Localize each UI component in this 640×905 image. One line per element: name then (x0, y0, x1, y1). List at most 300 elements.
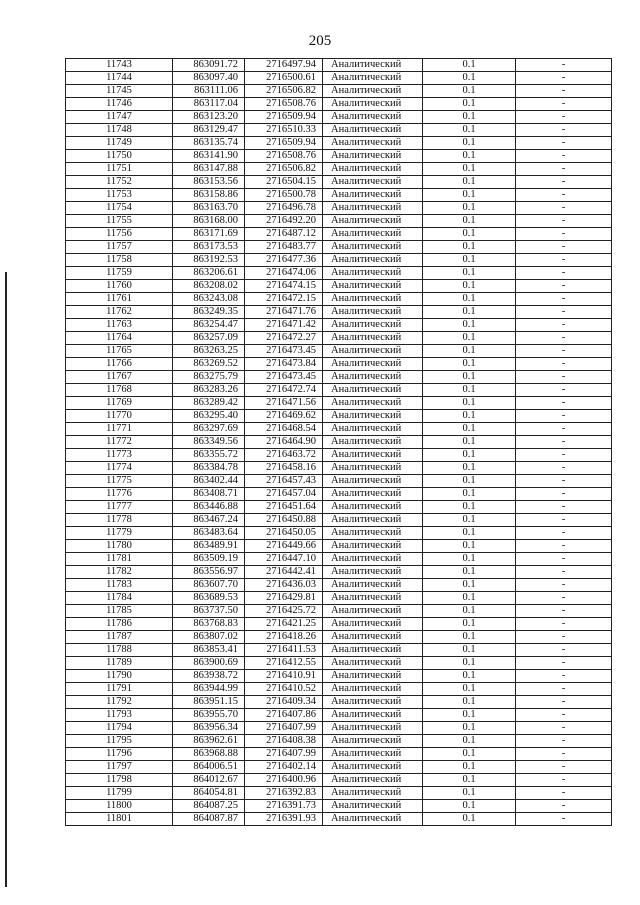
y-coordinate-cell: 2716450.88 (245, 514, 323, 527)
y-coordinate-cell: 2716474.15 (245, 280, 323, 293)
y-coordinate-cell: 2716391.73 (245, 800, 323, 813)
point-number-cell: 11764 (66, 332, 173, 345)
determination-method-cell: Аналитический (323, 553, 423, 566)
accuracy-cell: 0.1 (423, 332, 516, 345)
point-number-cell: 11788 (66, 644, 173, 657)
y-coordinate-cell: 2716504.15 (245, 176, 323, 189)
note-cell: - (516, 488, 612, 501)
y-coordinate-cell: 2716463.72 (245, 449, 323, 462)
note-cell: - (516, 696, 612, 709)
x-coordinate-cell: 863123.20 (173, 111, 245, 124)
table-row (66, 501, 612, 514)
determination-method-cell: Аналитический (323, 696, 423, 709)
x-coordinate-cell: 864006.51 (173, 761, 245, 774)
y-coordinate-cell: 2716509.94 (245, 111, 323, 124)
determination-method-cell: Аналитический (323, 436, 423, 449)
table-row (66, 709, 612, 722)
table-row (66, 605, 612, 618)
note-cell: - (516, 137, 612, 150)
y-coordinate-cell: 2716472.27 (245, 332, 323, 345)
table-row (66, 176, 612, 189)
x-coordinate-cell: 864012.67 (173, 774, 245, 787)
note-cell: - (516, 358, 612, 371)
note-cell: - (516, 644, 612, 657)
note-cell: - (516, 150, 612, 163)
determination-method-cell: Аналитический (323, 709, 423, 722)
determination-method-cell: Аналитический (323, 670, 423, 683)
determination-method-cell: Аналитический (323, 579, 423, 592)
x-coordinate-cell: 863467.24 (173, 514, 245, 527)
point-number-cell: 11749 (66, 137, 173, 150)
note-cell: - (516, 774, 612, 787)
determination-method-cell: Аналитический (323, 254, 423, 267)
accuracy-cell: 0.1 (423, 176, 516, 189)
accuracy-cell: 0.1 (423, 553, 516, 566)
note-cell: - (516, 228, 612, 241)
point-number-cell: 11778 (66, 514, 173, 527)
coordinates-table-body (66, 59, 612, 826)
accuracy-cell: 0.1 (423, 397, 516, 410)
note-cell: - (516, 423, 612, 436)
point-number-cell: 11752 (66, 176, 173, 189)
determination-method-cell: Аналитический (323, 215, 423, 228)
y-coordinate-cell: 2716447.10 (245, 553, 323, 566)
accuracy-cell: 0.1 (423, 293, 516, 306)
y-coordinate-cell: 2716402.14 (245, 761, 323, 774)
accuracy-cell: 0.1 (423, 384, 516, 397)
point-number-cell: 11787 (66, 631, 173, 644)
accuracy-cell: 0.1 (423, 722, 516, 735)
point-number-cell: 11753 (66, 189, 173, 202)
x-coordinate-cell: 863483.64 (173, 527, 245, 540)
y-coordinate-cell: 2716500.78 (245, 189, 323, 202)
note-cell: - (516, 631, 612, 644)
accuracy-cell: 0.1 (423, 605, 516, 618)
note-cell: - (516, 787, 612, 800)
determination-method-cell: Аналитический (323, 527, 423, 540)
determination-method-cell: Аналитический (323, 241, 423, 254)
x-coordinate-cell: 863275.79 (173, 371, 245, 384)
accuracy-cell: 0.1 (423, 501, 516, 514)
y-coordinate-cell: 2716449.66 (245, 540, 323, 553)
determination-method-cell: Аналитический (323, 514, 423, 527)
x-coordinate-cell: 863384.78 (173, 462, 245, 475)
table-row (66, 371, 612, 384)
accuracy-cell: 0.1 (423, 644, 516, 657)
x-coordinate-cell: 864087.25 (173, 800, 245, 813)
table-row (66, 293, 612, 306)
x-coordinate-cell: 864087.87 (173, 813, 245, 826)
y-coordinate-cell: 2716429.81 (245, 592, 323, 605)
determination-method-cell: Аналитический (323, 72, 423, 85)
y-coordinate-cell: 2716391.93 (245, 813, 323, 826)
table-row (66, 540, 612, 553)
table-row (66, 241, 612, 254)
note-cell: - (516, 280, 612, 293)
table-row (66, 319, 612, 332)
note-cell: - (516, 475, 612, 488)
point-number-cell: 11759 (66, 267, 173, 280)
point-number-cell: 11770 (66, 410, 173, 423)
accuracy-cell: 0.1 (423, 150, 516, 163)
y-coordinate-cell: 2716468.54 (245, 423, 323, 436)
y-coordinate-cell: 2716474.06 (245, 267, 323, 280)
y-coordinate-cell: 2716500.61 (245, 72, 323, 85)
accuracy-cell: 0.1 (423, 566, 516, 579)
table-row (66, 189, 612, 202)
x-coordinate-cell: 863141.90 (173, 150, 245, 163)
point-number-cell: 11744 (66, 72, 173, 85)
determination-method-cell: Аналитический (323, 735, 423, 748)
determination-method-cell: Аналитический (323, 98, 423, 111)
note-cell: - (516, 345, 612, 358)
note-cell: - (516, 514, 612, 527)
note-cell: - (516, 748, 612, 761)
table-row (66, 514, 612, 527)
y-coordinate-cell: 2716400.96 (245, 774, 323, 787)
point-number-cell: 11745 (66, 85, 173, 98)
x-coordinate-cell: 863153.56 (173, 176, 245, 189)
note-cell: - (516, 683, 612, 696)
point-number-cell: 11769 (66, 397, 173, 410)
table-row (66, 657, 612, 670)
determination-method-cell: Аналитический (323, 761, 423, 774)
y-coordinate-cell: 2716458.16 (245, 462, 323, 475)
y-coordinate-cell: 2716418.26 (245, 631, 323, 644)
point-number-cell: 11777 (66, 501, 173, 514)
note-cell: - (516, 657, 612, 670)
table-row (66, 462, 612, 475)
x-coordinate-cell: 863158.86 (173, 189, 245, 202)
accuracy-cell: 0.1 (423, 358, 516, 371)
table-row (66, 384, 612, 397)
accuracy-cell: 0.1 (423, 449, 516, 462)
table-row (66, 397, 612, 410)
x-coordinate-cell: 863208.02 (173, 280, 245, 293)
determination-method-cell: Аналитический (323, 813, 423, 826)
table-row (66, 345, 612, 358)
x-coordinate-cell: 863297.69 (173, 423, 245, 436)
table-row (66, 644, 612, 657)
x-coordinate-cell: 863951.15 (173, 696, 245, 709)
point-number-cell: 11746 (66, 98, 173, 111)
x-coordinate-cell: 863489.91 (173, 540, 245, 553)
x-coordinate-cell: 863269.52 (173, 358, 245, 371)
point-number-cell: 11758 (66, 254, 173, 267)
point-number-cell: 11783 (66, 579, 173, 592)
determination-method-cell: Аналитический (323, 722, 423, 735)
note-cell: - (516, 306, 612, 319)
determination-method-cell: Аналитический (323, 566, 423, 579)
x-coordinate-cell: 863192.53 (173, 254, 245, 267)
determination-method-cell: Аналитический (323, 800, 423, 813)
table-row (66, 449, 612, 462)
accuracy-cell: 0.1 (423, 189, 516, 202)
point-number-cell: 11776 (66, 488, 173, 501)
note-cell: - (516, 735, 612, 748)
x-coordinate-cell: 863768.83 (173, 618, 245, 631)
y-coordinate-cell: 2716410.91 (245, 670, 323, 683)
accuracy-cell: 0.1 (423, 254, 516, 267)
y-coordinate-cell: 2716442.41 (245, 566, 323, 579)
x-coordinate-cell: 863249.35 (173, 306, 245, 319)
accuracy-cell: 0.1 (423, 319, 516, 332)
note-cell: - (516, 254, 612, 267)
accuracy-cell: 0.1 (423, 514, 516, 527)
accuracy-cell: 0.1 (423, 618, 516, 631)
accuracy-cell: 0.1 (423, 488, 516, 501)
y-coordinate-cell: 2716450.05 (245, 527, 323, 540)
page-number: 205 (308, 33, 332, 49)
determination-method-cell: Аналитический (323, 189, 423, 202)
y-coordinate-cell: 2716506.82 (245, 163, 323, 176)
note-cell: - (516, 501, 612, 514)
point-number-cell: 11793 (66, 709, 173, 722)
note-cell: - (516, 449, 612, 462)
accuracy-cell: 0.1 (423, 202, 516, 215)
note-cell: - (516, 605, 612, 618)
x-coordinate-cell: 863254.47 (173, 319, 245, 332)
point-number-cell: 11792 (66, 696, 173, 709)
determination-method-cell: Аналитический (323, 748, 423, 761)
table-row (66, 735, 612, 748)
x-coordinate-cell: 863607.70 (173, 579, 245, 592)
accuracy-cell: 0.1 (423, 215, 516, 228)
y-coordinate-cell: 2716457.43 (245, 475, 323, 488)
note-cell: - (516, 670, 612, 683)
y-coordinate-cell: 2716409.34 (245, 696, 323, 709)
point-number-cell: 11743 (66, 59, 173, 72)
determination-method-cell: Аналитический (323, 475, 423, 488)
accuracy-cell: 0.1 (423, 163, 516, 176)
point-number-cell: 11781 (66, 553, 173, 566)
note-cell: - (516, 267, 612, 280)
determination-method-cell: Аналитический (323, 202, 423, 215)
table-row (66, 488, 612, 501)
point-number-cell: 11799 (66, 787, 173, 800)
determination-method-cell: Аналитический (323, 280, 423, 293)
note-cell: - (516, 462, 612, 475)
note-cell: - (516, 553, 612, 566)
point-number-cell: 11763 (66, 319, 173, 332)
note-cell: - (516, 592, 612, 605)
accuracy-cell: 0.1 (423, 462, 516, 475)
point-number-cell: 11794 (66, 722, 173, 735)
table-row (66, 475, 612, 488)
determination-method-cell: Аналитический (323, 449, 423, 462)
point-number-cell: 11762 (66, 306, 173, 319)
y-coordinate-cell: 2716473.45 (245, 345, 323, 358)
accuracy-cell: 0.1 (423, 371, 516, 384)
table-row (66, 332, 612, 345)
note-cell: - (516, 397, 612, 410)
table-row (66, 592, 612, 605)
y-coordinate-cell: 2716496.78 (245, 202, 323, 215)
table-row (66, 228, 612, 241)
y-coordinate-cell: 2716457.04 (245, 488, 323, 501)
determination-method-cell: Аналитический (323, 683, 423, 696)
note-cell: - (516, 72, 612, 85)
x-coordinate-cell: 863243.08 (173, 293, 245, 306)
x-coordinate-cell: 863295.40 (173, 410, 245, 423)
determination-method-cell: Аналитический (323, 657, 423, 670)
accuracy-cell: 0.1 (423, 579, 516, 592)
accuracy-cell: 0.1 (423, 657, 516, 670)
table-row (66, 59, 612, 72)
table-row (66, 124, 612, 137)
y-coordinate-cell: 2716473.45 (245, 371, 323, 384)
x-coordinate-cell: 863556.97 (173, 566, 245, 579)
y-coordinate-cell: 2716471.56 (245, 397, 323, 410)
table-row (66, 774, 612, 787)
determination-method-cell: Аналитический (323, 644, 423, 657)
determination-method-cell: Аналитический (323, 124, 423, 137)
accuracy-cell: 0.1 (423, 345, 516, 358)
y-coordinate-cell: 2716472.15 (245, 293, 323, 306)
y-coordinate-cell: 2716451.64 (245, 501, 323, 514)
accuracy-cell: 0.1 (423, 787, 516, 800)
note-cell: - (516, 293, 612, 306)
determination-method-cell: Аналитический (323, 371, 423, 384)
point-number-cell: 11774 (66, 462, 173, 475)
coordinates-table (65, 58, 612, 826)
table-row (66, 111, 612, 124)
point-number-cell: 11775 (66, 475, 173, 488)
y-coordinate-cell: 2716412.55 (245, 657, 323, 670)
y-coordinate-cell: 2716407.99 (245, 722, 323, 735)
x-coordinate-cell: 863173.53 (173, 241, 245, 254)
accuracy-cell: 0.1 (423, 423, 516, 436)
table-row (66, 254, 612, 267)
determination-method-cell: Аналитический (323, 85, 423, 98)
determination-method-cell: Аналитический (323, 540, 423, 553)
table-row (66, 306, 612, 319)
x-coordinate-cell: 863171.69 (173, 228, 245, 241)
x-coordinate-cell: 864054.81 (173, 787, 245, 800)
y-coordinate-cell: 2716506.82 (245, 85, 323, 98)
accuracy-cell: 0.1 (423, 631, 516, 644)
determination-method-cell: Аналитический (323, 163, 423, 176)
table-row (66, 670, 612, 683)
x-coordinate-cell: 863289.42 (173, 397, 245, 410)
y-coordinate-cell: 2716487.12 (245, 228, 323, 241)
determination-method-cell: Аналитический (323, 410, 423, 423)
table-row (66, 280, 612, 293)
x-coordinate-cell: 863147.88 (173, 163, 245, 176)
table-row (66, 85, 612, 98)
y-coordinate-cell: 2716469.62 (245, 410, 323, 423)
y-coordinate-cell: 2716392.83 (245, 787, 323, 800)
table-row (66, 722, 612, 735)
note-cell: - (516, 384, 612, 397)
accuracy-cell: 0.1 (423, 228, 516, 241)
accuracy-cell: 0.1 (423, 436, 516, 449)
point-number-cell: 11772 (66, 436, 173, 449)
table-row (66, 267, 612, 280)
point-number-cell: 11748 (66, 124, 173, 137)
accuracy-cell: 0.1 (423, 748, 516, 761)
x-coordinate-cell: 863283.26 (173, 384, 245, 397)
accuracy-cell: 0.1 (423, 59, 516, 72)
x-coordinate-cell: 863853.41 (173, 644, 245, 657)
table-row (66, 202, 612, 215)
determination-method-cell: Аналитический (323, 332, 423, 345)
accuracy-cell: 0.1 (423, 592, 516, 605)
accuracy-cell: 0.1 (423, 137, 516, 150)
note-cell: - (516, 813, 612, 826)
note-cell: - (516, 761, 612, 774)
accuracy-cell: 0.1 (423, 735, 516, 748)
point-number-cell: 11767 (66, 371, 173, 384)
x-coordinate-cell: 863737.50 (173, 605, 245, 618)
x-coordinate-cell: 863689.53 (173, 592, 245, 605)
accuracy-cell: 0.1 (423, 124, 516, 137)
y-coordinate-cell: 2716421.25 (245, 618, 323, 631)
determination-method-cell: Аналитический (323, 59, 423, 72)
y-coordinate-cell: 2716492.20 (245, 215, 323, 228)
note-cell: - (516, 189, 612, 202)
determination-method-cell: Аналитический (323, 397, 423, 410)
x-coordinate-cell: 863163.70 (173, 202, 245, 215)
y-coordinate-cell: 2716407.86 (245, 709, 323, 722)
x-coordinate-cell: 863807.02 (173, 631, 245, 644)
x-coordinate-cell: 863509.19 (173, 553, 245, 566)
table-row (66, 618, 612, 631)
determination-method-cell: Аналитический (323, 488, 423, 501)
x-coordinate-cell: 863956.34 (173, 722, 245, 735)
x-coordinate-cell: 863962.61 (173, 735, 245, 748)
accuracy-cell: 0.1 (423, 410, 516, 423)
y-coordinate-cell: 2716411.53 (245, 644, 323, 657)
point-number-cell: 11800 (66, 800, 173, 813)
accuracy-cell: 0.1 (423, 111, 516, 124)
accuracy-cell: 0.1 (423, 761, 516, 774)
x-coordinate-cell: 863446.88 (173, 501, 245, 514)
accuracy-cell: 0.1 (423, 800, 516, 813)
note-cell: - (516, 540, 612, 553)
y-coordinate-cell: 2716464.90 (245, 436, 323, 449)
x-coordinate-cell: 863938.72 (173, 670, 245, 683)
point-number-cell: 11782 (66, 566, 173, 579)
note-cell: - (516, 85, 612, 98)
accuracy-cell: 0.1 (423, 527, 516, 540)
x-coordinate-cell: 863955.70 (173, 709, 245, 722)
accuracy-cell: 0.1 (423, 813, 516, 826)
y-coordinate-cell: 2716471.76 (245, 306, 323, 319)
point-number-cell: 11785 (66, 605, 173, 618)
point-number-cell: 11790 (66, 670, 173, 683)
point-number-cell: 11754 (66, 202, 173, 215)
note-cell: - (516, 618, 612, 631)
note-cell: - (516, 59, 612, 72)
x-coordinate-cell: 863257.09 (173, 332, 245, 345)
point-number-cell: 11801 (66, 813, 173, 826)
y-coordinate-cell: 2716510.33 (245, 124, 323, 137)
note-cell: - (516, 566, 612, 579)
accuracy-cell: 0.1 (423, 280, 516, 293)
determination-method-cell: Аналитический (323, 631, 423, 644)
point-number-cell: 11773 (66, 449, 173, 462)
point-number-cell: 11779 (66, 527, 173, 540)
determination-method-cell: Аналитический (323, 150, 423, 163)
y-coordinate-cell: 2716472.74 (245, 384, 323, 397)
x-coordinate-cell: 863117.04 (173, 98, 245, 111)
table-row (66, 761, 612, 774)
accuracy-cell: 0.1 (423, 540, 516, 553)
point-number-cell: 11755 (66, 215, 173, 228)
point-number-cell: 11771 (66, 423, 173, 436)
y-coordinate-cell: 2716473.84 (245, 358, 323, 371)
